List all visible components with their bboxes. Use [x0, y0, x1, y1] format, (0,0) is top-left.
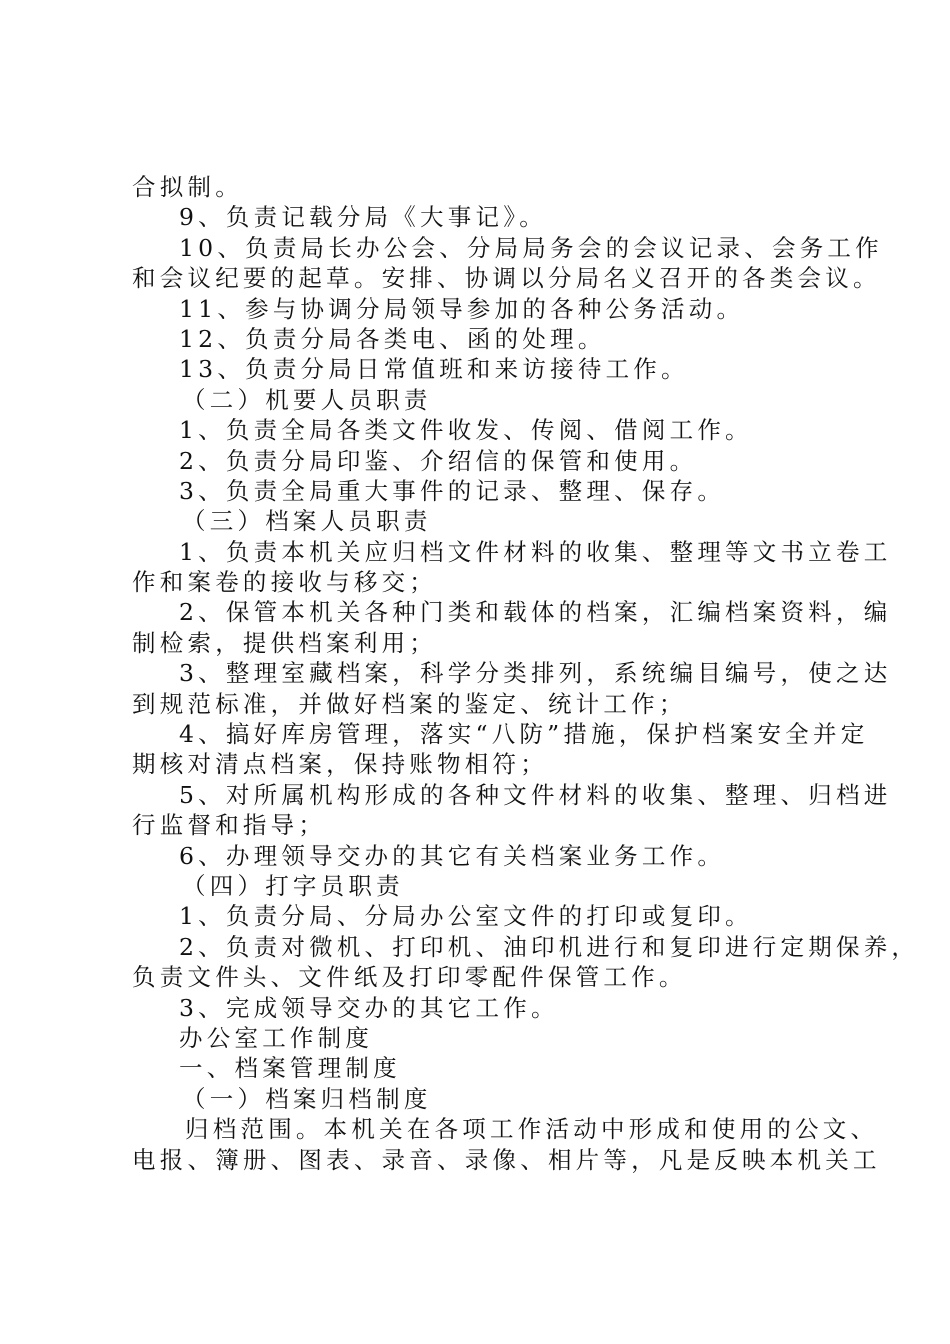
text-line-25: 1、负责分局、分局办公室文件的打印或复印。 — [179, 902, 753, 931]
text-line-28: 3、完成领导交办的其它工作。 — [179, 993, 559, 1022]
text-line-4: 和会议纪要的起草。安排、协调以分局名义召开的各类会议。 — [132, 264, 881, 293]
document-body — [132, 172, 920, 1175]
text-line-32: 归档范围。本机关在各项工作活动中形成和使用的公文、 — [185, 1115, 879, 1144]
text-line-6: 12、负责分局各类电、函的处理。 — [179, 324, 606, 353]
text-line-18: 到规范标准，并做好档案的鉴定、统计工作； — [132, 689, 687, 718]
text-line-20: 期核对清点档案，保持账物相符； — [132, 750, 548, 779]
text-line-19: 4、搞好库房管理，落实“八防”措施，保护档案安全并定 — [179, 720, 869, 749]
text-line-21: 5、对所属机构形成的各种文件材料的收集、整理、归档进 — [179, 780, 892, 809]
text-line-13: 1、负责本机关应归档文件材料的收集、整理等文书立卷工 — [179, 537, 892, 566]
text-line-23: 6、办理领导交办的其它有关档案业务工作。 — [179, 841, 726, 870]
text-line-33: 电报、簿册、图表、录音、录像、相片等，凡是反映本机关工 — [132, 1145, 881, 1174]
text-line-2: 9、负责记载分局《大事记》。 — [179, 203, 547, 232]
text-line-27: 负责文件头、文件纸及打印零配件保管工作。 — [132, 963, 687, 992]
text-line-1: 合拟制。 — [132, 173, 243, 201]
text-line-15: 2、保管本机关各种门类和载体的档案，汇编档案资料，编 — [179, 598, 892, 627]
text-line-9: 1、负责全局各类文件收发、传阅、借阅工作。 — [179, 416, 753, 445]
text-line-11: 3、负责全局重大事件的记录、整理、保存。 — [179, 476, 726, 505]
text-line-22: 行监督和指导； — [132, 811, 327, 840]
text-line-10: 2、负责分局印鉴、介绍信的保管和使用。 — [179, 446, 698, 475]
text-line-16: 制检索，提供档案利用； — [132, 628, 438, 657]
text-line-3: 10、负责局长办公会、分局局务会的会议记录、会务工作 — [179, 233, 883, 262]
text-line-7: 13、负责分局日常值班和来访接待工作。 — [179, 355, 689, 384]
text-line-5: 11、参与协调分局领导参加的各种公务活动。 — [179, 294, 745, 323]
text-line-26: 2、负责对微机、打印机、油印机进行和复印进行定期保养， — [179, 932, 920, 961]
heading-office-rules: 办公室工作制度 — [179, 1023, 374, 1052]
heading-archive-management: 一、档案管理制度 — [179, 1054, 401, 1083]
text-line-17: 3、整理室藏档案，科学分类排列，系统编目编号，使之达 — [179, 659, 892, 688]
text-line-14: 作和案卷的接收与移交； — [132, 568, 438, 597]
section-heading-typist: （四）打字员职责 — [182, 871, 404, 900]
section-heading-archives-staff: （三）档案人员职责 — [182, 507, 432, 536]
section-heading-confidential: （二）机要人员职责 — [182, 385, 432, 414]
heading-archive-filing: （一）档案归档制度 — [182, 1084, 432, 1113]
